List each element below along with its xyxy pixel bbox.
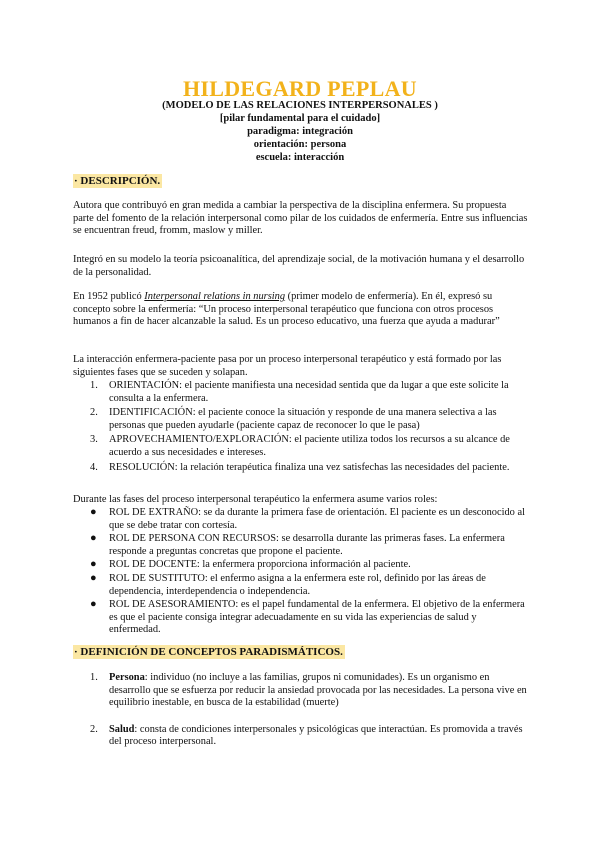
phase-item — [73, 407, 529, 432]
role-text: ROL DE ASESORAMIENTO: es el papel fundamental de la enfermera. El objetivo de la enfermera es que el paciente consiga integrar adecuadamente en su vida las experiencias de salud y enfermedad. — [109, 599, 525, 636]
concept-term: Salud — [109, 723, 135, 735]
pillar-note: [pilar fundamental para el cuidado] — [219, 113, 381, 124]
school-line: escuela: interacción — [255, 152, 345, 163]
p3-text-before: En 1952 publicó — [73, 291, 145, 302]
role-item — [73, 533, 529, 558]
bullet-icon: ● — [90, 558, 97, 571]
phases-list — [73, 380, 529, 476]
phase-number: 3. — [90, 434, 98, 446]
role-item — [73, 599, 529, 637]
p3-text-after: (primer modelo de enfermería). En él, expresó su concepto sobre la enfermería: “Un proceso interpersonal terapéutico que funciona con otros procesos humanos a fin de hacer alcanzable la salud. Es un proceso educativo, una fuerza que ayuda a madurar” — [73, 291, 500, 328]
concept-item — [73, 672, 529, 710]
phase-item — [73, 434, 529, 459]
concepts-list — [73, 672, 529, 749]
concept-text: : individuo (no incluye a las familias, grupos ni comunidades). Es un organismo en desarrollo que se esfuerza por reducir la ansiedad provocada por las necesidades. La persona vive en equilibrio inestable, en busca de la estabilidad (muerte) — [109, 672, 527, 709]
section-heading-concepts: · DEFINICIÓN DE CONCEPTOS PARADISMÁTICOS. — [74, 646, 343, 658]
role-item — [73, 507, 529, 532]
description-paragraph-3 — [73, 291, 529, 329]
phase-item — [73, 462, 529, 475]
phase-text: APROVECHAMIENTO/EXPLORACIÓN: el paciente utiliza todos los recursos a su alcance de acuerdo a sus necesidades e intereses. — [109, 434, 510, 458]
concept-number: 2. — [90, 723, 98, 735]
role-item — [73, 573, 529, 598]
bullet-icon: ● — [90, 571, 97, 584]
document-title: HILDEGARD PEPLAU — [183, 76, 417, 101]
role-text: ROL DE PERSONA CON RECURSOS: se desarrolla durante las primeras fases. La enfermera responde a preguntas concretas que propone el paciente. — [109, 533, 505, 557]
role-text: ROL DE SUSTITUTO: el enfermo asigna a la enfermera este rol, definido por las áreas de dependencia, interdependencia o independencia. — [109, 572, 486, 597]
concept-text: : consta de condiciones interpersonales y psicológicas que interactúan. Es promovida a través del proceso interpersonal. — [109, 723, 523, 748]
phase-item — [73, 380, 529, 405]
paradigm-line: paradigma: integración — [247, 126, 353, 137]
phase-text: RESOLUCIÓN: la relación terapéutica finaliza una vez satisfechas las necesidades del paciente. — [109, 461, 510, 473]
concept-number: 1. — [90, 672, 98, 683]
concept-item — [73, 724, 529, 749]
description-paragraph-1: Autora que contribuyó en gran medida a cambiar la perspectiva de la disciplina enfermera. Su propuesta parte del fomento de la relación interpersonal como pilar de los cuidados de enfermería. Entre sus influencias se encuentran freud, fromm, maslow y miller. — [73, 200, 528, 237]
phase-text: ORIENTACIÓN: el paciente manifiesta una necesidad sentida que da lugar a que este solicite la consulta a la enfermera. — [109, 380, 509, 404]
model-subtitle: (MODELO DE LAS RELACIONES INTERPERSONALES ) — [162, 100, 438, 111]
description-paragraph-4: La interacción enfermera-paciente pasa por un proceso interpersonal terapéutico y está formado por las siguientes fases que se suceden y solapan. — [73, 354, 502, 378]
description-paragraph-2: Integró en su modelo la teoría psicoanalítica, del aprendizaje social, de la motivación humana y el desarrollo de la personalidad. — [73, 254, 525, 278]
phase-number: 1. — [90, 380, 98, 391]
concept-term: Persona — [109, 672, 145, 683]
book-title-link[interactable]: Interpersonal relations in nursing — [144, 291, 286, 302]
roles-list — [73, 507, 529, 638]
bullet-icon: ● — [90, 506, 97, 518]
phase-text: IDENTIFICACIÓN: el paciente conoce la situación y responde de una manera selectiva a las personas que pueden ayudarle (paciente capaz de reconocer lo que le pasa) — [109, 407, 497, 431]
phase-number: 2. — [90, 407, 98, 419]
bullet-icon: ● — [90, 598, 97, 611]
roles-intro: Durante las fases del proceso interpersonal terapéutico la enfermera asume varios roles: — [73, 494, 438, 505]
role-item — [73, 559, 529, 572]
section-heading-description: · DESCRIPCIÓN. — [74, 175, 161, 187]
role-text: ROL DE EXTRAÑO: se da durante la primera fase de orientación. El paciente es un desconocido al que se debe tratar con cortesía. — [109, 507, 525, 531]
orientation-line: orientación: persona — [253, 139, 347, 150]
phase-number: 4. — [90, 461, 98, 473]
role-text: ROL DE DOCENTE: la enfermera proporciona información al paciente. — [109, 559, 411, 571]
bullet-icon: ● — [90, 532, 97, 545]
